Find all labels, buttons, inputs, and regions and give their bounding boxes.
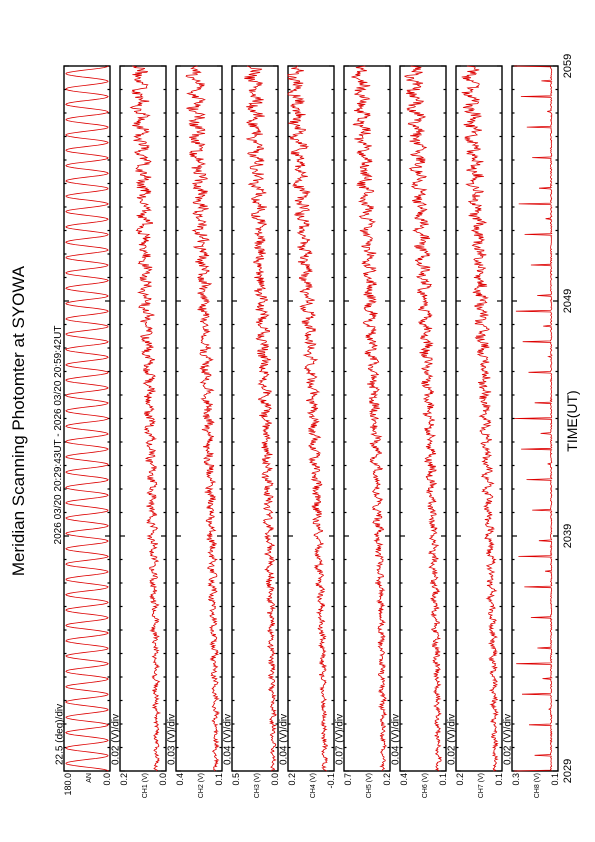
channel-label: CH7 (V) xyxy=(478,773,485,799)
channel-label: CH2 (V) xyxy=(198,773,205,799)
channel-label: CH8 (V) xyxy=(534,773,541,799)
x-tick-label: 2029 xyxy=(562,758,574,784)
scale-label: 0.04 (V)/div xyxy=(390,713,402,765)
channel-label: CH5 (V) xyxy=(366,773,373,799)
y-top-label: 0.4 xyxy=(175,773,185,786)
panels xyxy=(55,66,561,798)
y-bottom-label: 0.1 xyxy=(494,773,504,786)
scale-label: 0.07 (V)/div xyxy=(334,713,346,765)
y-bottom-label: -0.1 xyxy=(326,773,336,789)
x-tick-label: 2059 xyxy=(562,53,574,79)
y-top-label: 0.3 xyxy=(511,773,521,786)
channel-label: CH6 (V) xyxy=(422,773,429,799)
series-line xyxy=(66,66,108,771)
scale-label: 22.5 (deg)/div xyxy=(54,703,66,765)
panel-2 xyxy=(111,66,169,798)
scale-label: 0.03 (V)/div xyxy=(166,713,178,765)
series-line xyxy=(244,66,276,771)
series-line xyxy=(186,66,219,771)
panel-3 xyxy=(167,66,225,798)
series-line xyxy=(352,66,387,771)
panel-6 xyxy=(335,66,393,798)
channel-label: AN xyxy=(86,773,93,783)
panel-4 xyxy=(223,66,281,798)
x-tick-label: 2049 xyxy=(562,288,574,314)
series-line xyxy=(288,66,327,771)
series-line xyxy=(514,66,552,771)
y-bottom-label: 0.2 xyxy=(382,773,392,786)
y-top-label: 0.2 xyxy=(119,773,129,786)
channel-label: CH1 (V) xyxy=(142,773,149,799)
y-bottom-label: 0.0 xyxy=(158,773,168,786)
x-axis-label: TIME(UT) xyxy=(564,390,580,452)
y-top-label: 0.2 xyxy=(455,773,465,786)
y-top-label: 0.5 xyxy=(231,773,241,786)
panel-9 xyxy=(503,66,561,798)
channel-label: CH3 (V) xyxy=(254,773,261,799)
y-bottom-label: 0.0 xyxy=(102,773,112,786)
panel-frame xyxy=(288,66,334,771)
scale-label: 0.04 (V)/div xyxy=(278,713,290,765)
scale-label: 0.02 (V)/div xyxy=(446,713,458,765)
channel-label: CH4 (V) xyxy=(310,773,317,799)
scale-label: 0.04 (V)/div xyxy=(222,713,234,765)
series-line xyxy=(405,66,441,771)
y-top-label: 0.7 xyxy=(343,773,353,786)
scale-label: 0.02 (V)/div xyxy=(110,713,122,765)
x-tick-label: 2039 xyxy=(562,523,574,549)
y-top-label: 0.2 xyxy=(287,773,297,786)
chart-title: Meridian Scanning Photomter at SYOWA xyxy=(9,265,28,577)
scale-label: 0.02 (V)/div xyxy=(502,713,514,765)
panel-7 xyxy=(391,66,449,798)
panel-5 xyxy=(279,66,337,798)
y-bottom-label: 0.1 xyxy=(550,773,560,786)
y-bottom-label: 0.1 xyxy=(438,773,448,786)
y-top-label: 0.4 xyxy=(399,773,409,786)
y-bottom-label: 0.0 xyxy=(270,773,280,786)
y-top-label: 180.0 xyxy=(63,773,73,796)
series-line xyxy=(462,66,498,771)
series-line xyxy=(131,66,160,771)
y-bottom-label: 0.1 xyxy=(214,773,224,786)
time-range-label: 2026 03/20 20:29:43UT - 2026 03/20 20:59:42UT xyxy=(53,325,64,545)
panel-8 xyxy=(447,66,505,798)
